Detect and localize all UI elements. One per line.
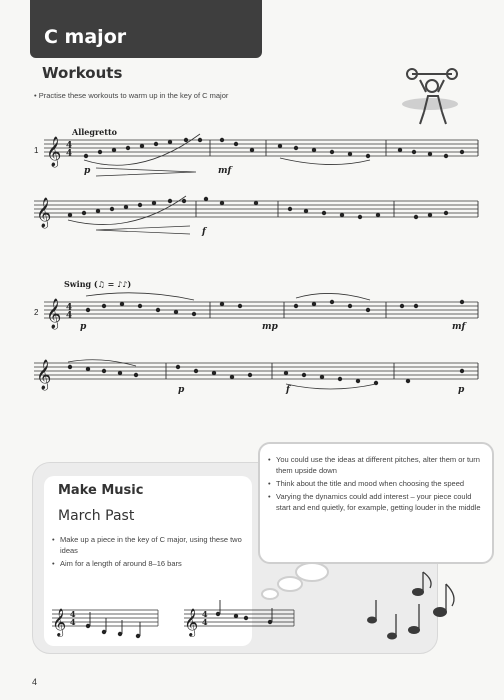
ex2-dynamic-mp: mp bbox=[262, 322, 278, 332]
tip-item: • Varying the dynamics could add interest – your piece could start and end quietly, for example, getting louder in the middle bbox=[268, 491, 484, 513]
svg-text:𝄞: 𝄞 bbox=[184, 608, 199, 636]
ex1-dynamic-mf: mf bbox=[218, 166, 232, 176]
ex1-dynamic-f: f bbox=[202, 227, 206, 237]
ex2-number: 2 bbox=[34, 308, 39, 317]
tip-item: • Think about the title and mood when choosing the speed bbox=[268, 478, 484, 489]
make-music-subtitle: March Past bbox=[58, 508, 135, 524]
make-music-item: • Aim for a length of around 8–16 bars bbox=[52, 558, 252, 569]
workouts-title: Workouts bbox=[42, 64, 123, 82]
svg-text:4: 4 bbox=[66, 303, 73, 313]
ex2-dynamic-p2: p bbox=[178, 385, 185, 395]
ex2-tempo: Swing (♫ = ♪♪) bbox=[64, 279, 132, 289]
svg-text:𝄞: 𝄞 bbox=[46, 299, 62, 329]
page-number: 4 bbox=[32, 677, 38, 687]
workouts-instruction: • Practise these workouts to warm up in the key of C major bbox=[34, 91, 229, 100]
ex2-dynamic-mf: mf bbox=[452, 322, 466, 332]
ex1-dynamic-p: p bbox=[84, 166, 91, 176]
svg-text:𝄞: 𝄞 bbox=[36, 198, 52, 228]
tip-item: • You could use the ideas at different pitches, alter them or turn them upside down bbox=[268, 454, 484, 476]
ex1-number: 1 bbox=[34, 146, 39, 155]
svg-text:4: 4 bbox=[202, 609, 208, 619]
svg-text:4: 4 bbox=[66, 311, 73, 321]
svg-text:𝄞: 𝄞 bbox=[36, 360, 52, 390]
svg-text:4: 4 bbox=[66, 141, 73, 151]
svg-text:4: 4 bbox=[70, 617, 76, 627]
ex1-tempo: Allegretto bbox=[72, 127, 117, 137]
svg-text:𝄞: 𝄞 bbox=[52, 608, 67, 636]
make-music-title: Make Music bbox=[58, 483, 144, 498]
ex2-dynamic-f: f bbox=[286, 385, 290, 395]
make-music-item: • Make up a piece in the key of C major, using these two ideas bbox=[52, 534, 252, 556]
svg-text:4: 4 bbox=[70, 609, 76, 619]
ex2-dynamic-p: p bbox=[80, 322, 87, 332]
ex2-dynamic-p3: p bbox=[458, 385, 465, 395]
page-title: C major bbox=[44, 26, 127, 48]
svg-text:4: 4 bbox=[66, 149, 73, 159]
svg-text:𝄞: 𝄞 bbox=[46, 137, 62, 167]
svg-text:4: 4 bbox=[202, 617, 208, 627]
